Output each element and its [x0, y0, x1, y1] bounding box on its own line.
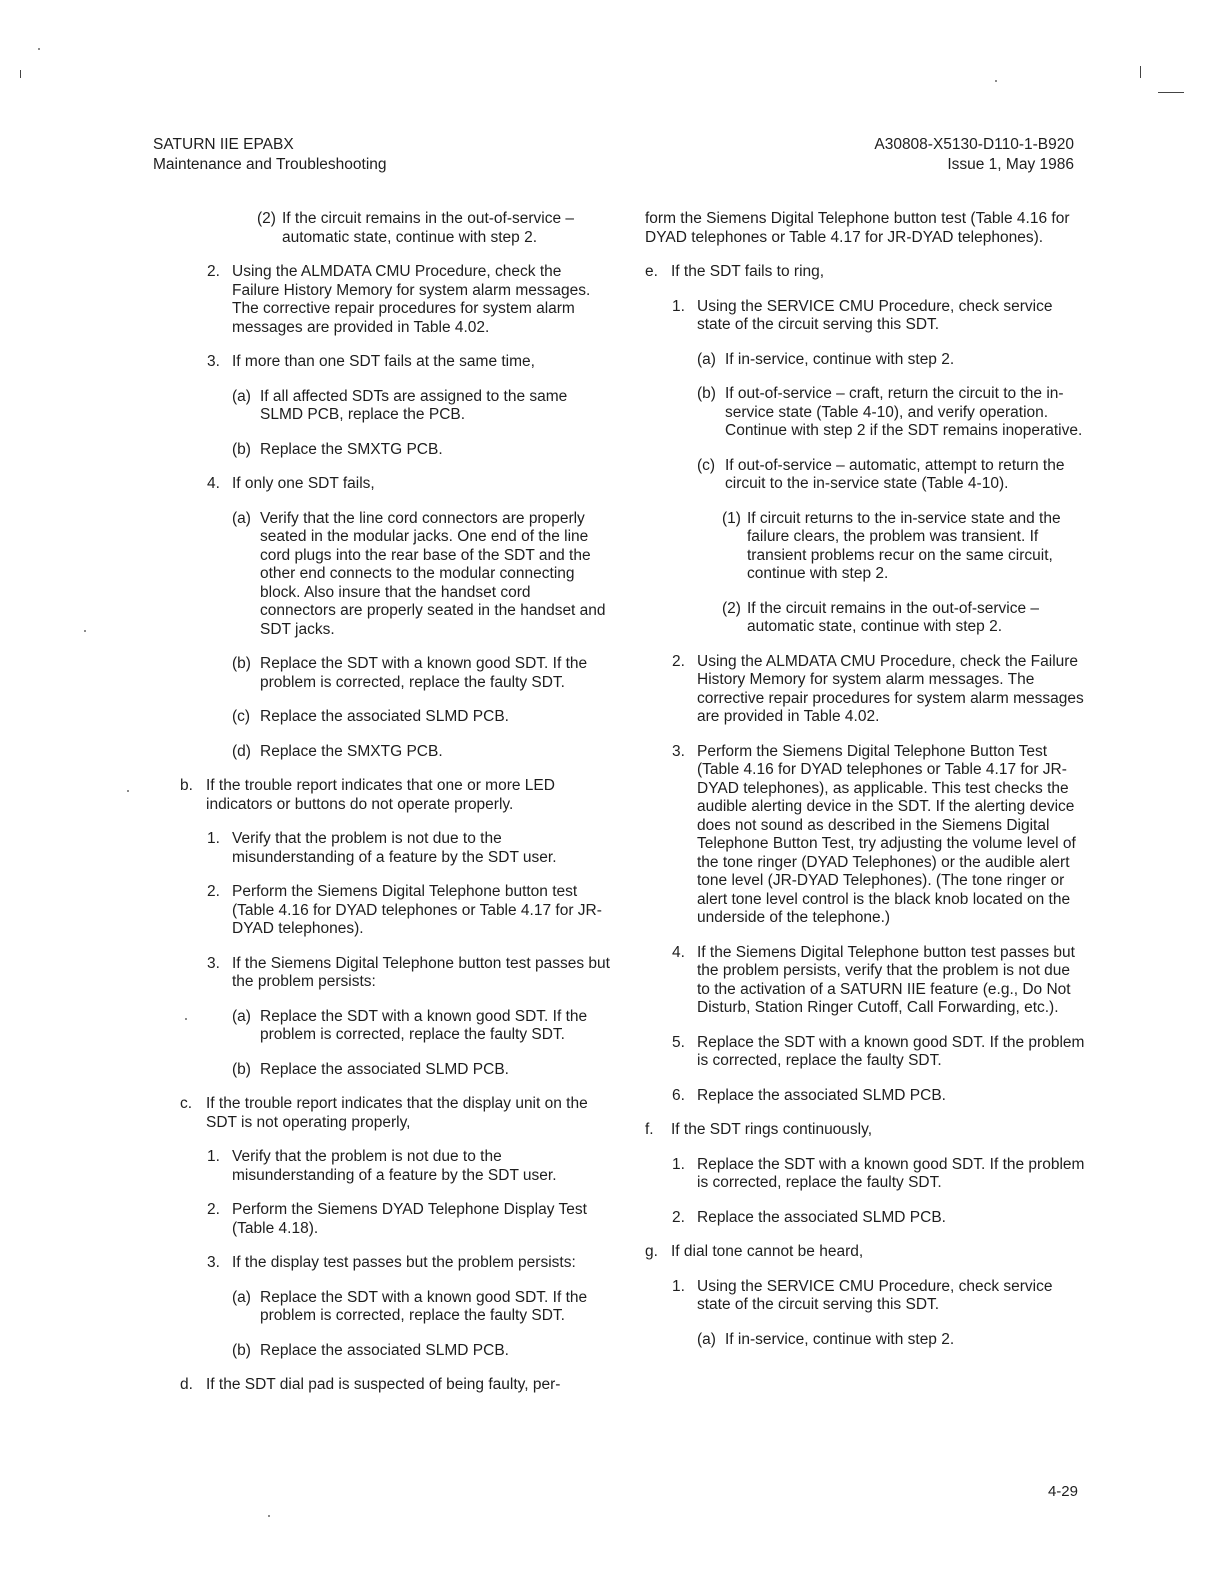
- item-label: g.: [645, 1243, 658, 1260]
- list-item: [180, 955, 610, 992]
- item-text: If the SDT fails to ring,: [671, 263, 825, 280]
- item-text: If all affected SDTs are assigned to the same SLMD PCB, replace the PCB.: [260, 387, 568, 423]
- item-text: Perform the Siemens Digital Telephone Button Test (Table 4.16 for DYAD telephones or Table 4.17 for JR-DYAD telephones), as applicable. This test checks the audible alerting device in the SDT. If the alerting device does not sound as described in the Siemens Digital Telephone Button Test, try adjusting the volume level of the tone ringer (DYAD Telephones) or the audible alert tone level (JR-DYAD Telephones). (The tone ringer or alert tone level control is the black knob located on the underside of the telephone.): [697, 742, 1076, 926]
- item-label: 5.: [672, 1033, 685, 1051]
- item-label: 1.: [672, 1277, 685, 1295]
- item-text: If only one SDT fails,: [232, 475, 375, 492]
- list-item: [180, 743, 610, 762]
- item-text: Replace the associated SLMD PCB.: [697, 1208, 946, 1226]
- item-label: 1.: [672, 1155, 685, 1173]
- list-item: [645, 351, 1085, 370]
- item-label: (d): [232, 742, 251, 760]
- list-item: [180, 1008, 610, 1045]
- item-label: 3.: [207, 353, 220, 370]
- item-text: Using the SERVICE CMU Procedure, check service state of the circuit serving this SDT.: [697, 1277, 1053, 1313]
- item-text: If the trouble report indicates that one or more LED indicators or buttons do not operate properly.: [206, 777, 555, 813]
- item-label: (c): [697, 456, 716, 474]
- scan-speck: [38, 48, 40, 50]
- item-text: Verify that the line cord connectors are properly seated in the modular jacks. One end of the line cord plugs into the rear base of the SDT and the other end connects to the modular connecting block. Also insure that the handset cord connectors are properly seated in the handset and SDT jacks.: [260, 509, 606, 638]
- item-text: If in-service, continue with step 2.: [725, 350, 955, 368]
- list-item: [180, 510, 610, 640]
- document-title: SATURN IIE EPABX: [153, 136, 294, 153]
- running-header-right: [874, 135, 1074, 175]
- item-label: f.: [645, 1121, 654, 1138]
- list-item: [645, 1243, 1085, 1262]
- item-label: (1): [722, 509, 741, 527]
- item-text: If out-of-service – automatic, attempt to return the circuit to the in-service state (Table 4-10).: [725, 456, 1065, 492]
- list-item: [180, 1289, 610, 1326]
- item-text: If the trouble report indicates that the display unit on the SDT is not operating properly,: [206, 1095, 588, 1131]
- item-label: 1.: [672, 297, 685, 315]
- list-item: [645, 1209, 1085, 1228]
- item-label: (c): [232, 708, 251, 725]
- item-label: 2.: [207, 1201, 220, 1218]
- scan-speck: [127, 790, 129, 792]
- list-item: [180, 353, 610, 372]
- list-item: [180, 388, 610, 425]
- scan-mark: [1158, 92, 1184, 93]
- item-text: Using the ALMDATA CMU Procedure, check the Failure History Memory for system alarm messages. The corrective repair procedures for system alarm messages are provided in Table 4.02.: [697, 652, 1084, 725]
- item-label: 1.: [207, 1148, 220, 1165]
- item-label: (b): [697, 385, 716, 402]
- item-label: (a): [232, 509, 251, 527]
- scan-speck: [995, 80, 997, 82]
- list-item: [645, 510, 1085, 584]
- list-item: [180, 1061, 610, 1080]
- list-item: [645, 1331, 1085, 1350]
- item-label: 1.: [207, 830, 220, 847]
- item-label: (b): [232, 655, 251, 672]
- item-label: (2): [257, 210, 276, 227]
- right-column: [645, 210, 1085, 1365]
- list-item: [180, 1376, 610, 1395]
- list-item: [180, 708, 610, 727]
- item-text: If dial tone cannot be heard,: [671, 1243, 864, 1260]
- item-text: Replace the SDT with a known good SDT. If the problem is corrected, replace the faulty SDT.: [260, 1007, 588, 1043]
- list-item: [645, 1087, 1085, 1106]
- document-subtitle: Maintenance and Troubleshooting: [153, 156, 387, 173]
- item-label: e.: [645, 263, 658, 280]
- item-label: (a): [697, 350, 716, 368]
- list-item: [645, 385, 1085, 441]
- list-item: [180, 1148, 610, 1185]
- item-text: Perform the Siemens DYAD Telephone Display Test (Table 4.18).: [232, 1201, 587, 1237]
- list-item: [180, 777, 610, 814]
- item-text: If more than one SDT fails at the same time,: [232, 353, 535, 370]
- item-text: form the Siemens Digital Telephone button test (Table 4.16 for DYAD telephones or Table 4.17 for JR-DYAD telephones).: [645, 210, 1070, 246]
- item-text: If out-of-service – craft, return the circuit to the in-service state (Table 4-10), and verify operation. Continue with step 2 if the SDT remains inoperative.: [725, 385, 1083, 439]
- list-item: [645, 298, 1085, 335]
- item-label: (a): [232, 1007, 251, 1025]
- item-text: Replace the SDT with a known good SDT. If the problem is corrected, replace the faulty SDT.: [260, 655, 588, 691]
- issue-date: Issue 1, May 1986: [947, 156, 1074, 173]
- item-label: 2.: [672, 1208, 685, 1226]
- list-item: [180, 830, 610, 867]
- item-text: Perform the Siemens Digital Telephone button test (Table 4.16 for DYAD telephones or Table 4.17 for JR-DYAD telephones).: [232, 883, 602, 937]
- item-label: (b): [232, 440, 251, 458]
- list-item: [180, 655, 610, 692]
- list-item: [645, 1034, 1085, 1071]
- item-text: Replace the SMXTG PCB.: [260, 440, 443, 458]
- list-item: [645, 263, 1085, 282]
- list-item: [645, 1278, 1085, 1315]
- item-text: If the Siemens Digital Telephone button test passes but the problem persists:: [232, 954, 610, 990]
- item-label: 2.: [207, 263, 220, 280]
- item-label: (a): [232, 387, 251, 405]
- list-item: [180, 441, 610, 460]
- running-header-left: [153, 135, 387, 175]
- list-item: [180, 1095, 610, 1132]
- list-item: [645, 944, 1085, 1018]
- item-label: 3.: [207, 954, 220, 972]
- item-text: Replace the associated SLMD PCB.: [260, 708, 509, 725]
- page-number: 4-29: [1047, 1483, 1078, 1500]
- item-label: c.: [180, 1095, 193, 1112]
- item-label: d.: [180, 1376, 193, 1393]
- list-item: [645, 600, 1085, 637]
- left-column: [180, 210, 610, 1411]
- item-text: Verify that the problem is not due to the misunderstanding of a feature by the SDT user.: [232, 1148, 557, 1184]
- item-label: 3.: [672, 742, 685, 760]
- item-text: Using the SERVICE CMU Procedure, check service state of the circuit serving this SDT.: [697, 297, 1053, 333]
- item-label: 4.: [672, 943, 685, 961]
- list-item: [645, 1121, 1085, 1140]
- item-text: If circuit returns to the in-service state and the failure clears, the problem was transient. If transient problems recur on the same circuit, continue with step 2.: [747, 509, 1061, 582]
- scan-speck: [84, 630, 86, 632]
- item-text: If in-service, continue with step 2.: [725, 1330, 955, 1348]
- document-number: A30808-X5130-D110-1-B920: [874, 136, 1074, 153]
- item-label: b.: [180, 777, 193, 794]
- item-label: 6.: [672, 1086, 685, 1104]
- list-item: [645, 653, 1085, 727]
- item-label: (a): [697, 1330, 716, 1348]
- item-text: If the circuit remains in the out-of-service – automatic state, continue with step 2.: [282, 210, 575, 246]
- list-item: [180, 1201, 610, 1238]
- item-text: Replace the associated SLMD PCB.: [260, 1341, 509, 1359]
- item-text: Replace the SDT with a known good SDT. If the problem is corrected, replace the faulty SDT.: [697, 1033, 1085, 1069]
- item-text: Replace the SDT with a known good SDT. If the problem is corrected, replace the faulty SDT.: [260, 1288, 588, 1324]
- list-item: [645, 457, 1085, 494]
- list-item: [180, 883, 610, 939]
- item-text: If the SDT dial pad is suspected of being faulty, per-: [206, 1376, 561, 1393]
- item-label: 2.: [207, 883, 220, 900]
- item-text: If the SDT rings continuously,: [671, 1121, 873, 1138]
- item-label: (b): [232, 1341, 251, 1359]
- list-item: [645, 210, 1085, 247]
- item-text: Replace the associated SLMD PCB.: [697, 1086, 946, 1104]
- item-text: Verify that the problem is not due to the misunderstanding of a feature by the SDT user.: [232, 830, 557, 866]
- item-label: 2.: [672, 652, 685, 670]
- item-label: (a): [232, 1288, 251, 1306]
- list-item: [645, 1156, 1085, 1193]
- item-text: If the Siemens Digital Telephone button test passes but the problem persists, verify that the problem is not due to the activation of a SATURN IIE feature (e.g., Do Not Disturb, Station Ringer Cutoff, Call Forwarding, etc.).: [697, 943, 1075, 1016]
- list-item: [180, 210, 610, 247]
- item-text: Replace the SDT with a known good SDT. If the problem is corrected, replace the faulty SDT.: [697, 1155, 1085, 1191]
- list-item: [180, 263, 610, 337]
- list-item: [180, 1254, 610, 1273]
- item-label: 3.: [207, 1254, 220, 1271]
- list-item: [180, 1342, 610, 1361]
- scan-mark: [20, 70, 21, 78]
- scan-mark: [1140, 66, 1141, 78]
- item-text: Replace the SMXTG PCB.: [260, 742, 443, 760]
- item-text: Replace the associated SLMD PCB.: [260, 1060, 509, 1078]
- item-text: If the display test passes but the problem persists:: [232, 1254, 576, 1271]
- item-label: (2): [722, 599, 741, 617]
- item-text: Using the ALMDATA CMU Procedure, check the Failure History Memory for system alarm messages. The corrective repair procedures for system alarm messages are provided in Table 4.02.: [232, 263, 591, 336]
- list-item: [645, 743, 1085, 928]
- item-label: 4.: [207, 475, 220, 492]
- item-label: (b): [232, 1060, 251, 1078]
- scan-speck: [268, 1515, 270, 1517]
- item-text: If the circuit remains in the out-of-service – automatic state, continue with step 2.: [747, 599, 1040, 635]
- list-item: [180, 475, 610, 494]
